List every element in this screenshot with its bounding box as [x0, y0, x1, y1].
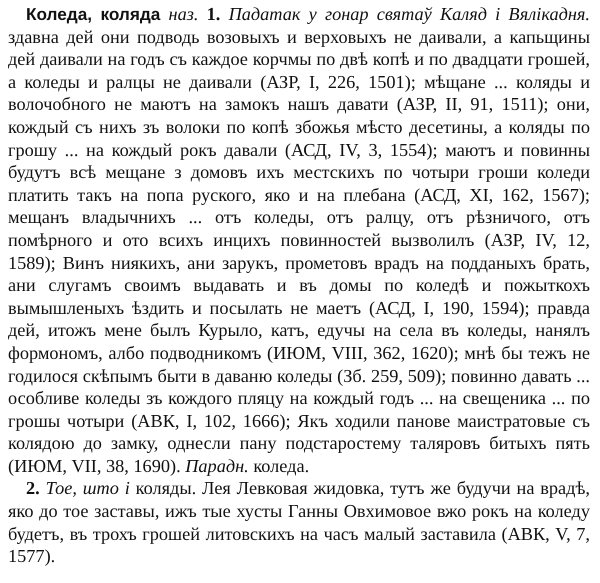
sense-number: 1.	[206, 4, 221, 24]
sense-definition: Падатак у гонар святаў Каляд і Вялікадня.	[228, 4, 590, 24]
paradigm-label: Парадн.	[185, 455, 249, 476]
entry-paragraph-sense-2	[8, 477, 590, 567]
headword: Коледа, коляда	[26, 4, 161, 24]
entry-paragraph-sense-1	[8, 3, 590, 477]
dictionary-entry	[8, 3, 590, 568]
citations-text: Лея Левковая жидовка, тутъ же будучи на врадѣ, яко до тое заставы, ижъ тые хусты Ганны Овхимовое вжо рокъ на коледу будетъ, въ трохъ грошей литовскихъ на часъ малый заставила (АВК, V, 7, 1577).	[8, 478, 590, 567]
sense-number: 2.	[26, 478, 40, 499]
part-of-speech: наз.	[168, 4, 199, 24]
sense-definition: Тое, што і	[45, 478, 130, 499]
paradigm-form: коледа.	[253, 455, 310, 476]
cross-reference: коляды.	[135, 478, 197, 499]
citations-text: здавна дей они подводь возовыхъ и верховыхъ не даивали, а капьщины дей даивали на годъ съ каждое корчмы по двѣ копѣ и по двадцати грошей, а коледы и ралцы не даивали (АЗР, I, 226, 1501); мѣщане ... коляды и волочобного не маютъ на замокъ нашъ давати (АЗР, II, 91, 1511); они, кождый съ нихъ зъ волоки по копѣ збожья мѣсто десетины, а коляды по грошу ... на кождый рокъ давали (АСД, IV, 3, 1554); маютъ и повинны будутъ всѣ мещане з домовъ ихъ местскихъ по чотыри гроши коледи платить такъ на попа руского, яко и на плебана (АСД, XI, 162, 1567); мещанъ владычнихъ ... отъ коледы, отъ ралцу, отъ рѣзничого, отъ помѣрного и ото всихъ инцихъ повинностей вызволилъ (АЗР, IV, 12, 1589); Винъ ниякихъ, ани зарукъ, прометовъ врадъ на подданыхъ брать, ани слугамъ своимъ выдавать и въ домы по коледѣ и пожыткохъ вымышленыхъ ѣздить и посылать не маетъ (АСД, I, 190, 1594); правда дей, итожъ мене былъ Курыло, катъ, едучы на села въ коледы, нанялъ формономъ, албо подводникомъ (ИЮМ, VIII, 362, 1620); мнѣ бы тежъ не годилося скѣпымъ быти в даваню коледы (Зб. 259, 509); повинно давать ... особливе коледы зъ кождого пляцу на кождый годъ ... на свещеника ... по грошы чотыри (АВК, I, 102, 1666); Якъ ходили панове маистратовые съ колядою до замку, однесли пану подстаростему таляровъ битыхъ пять (ИЮМ, VII, 38, 1690).	[8, 26, 590, 476]
